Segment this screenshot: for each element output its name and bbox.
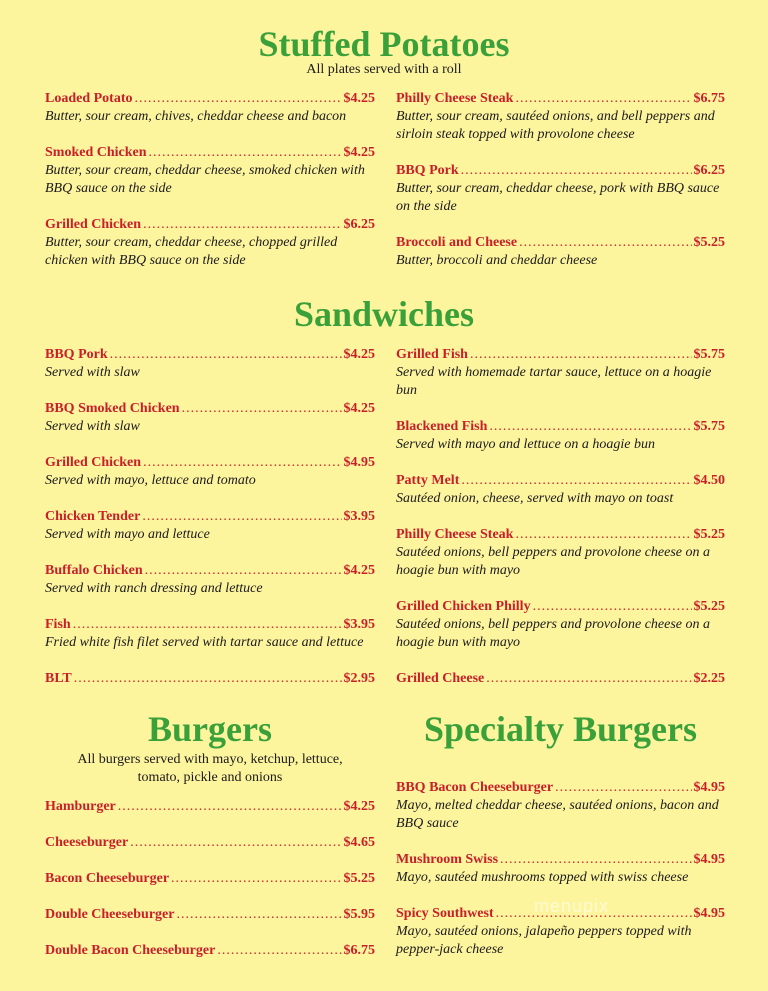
menu-item	[396, 598, 725, 652]
menu-item	[45, 906, 375, 924]
menu-item-line	[45, 562, 375, 580]
stuffed-potatoes-subtitle: All plates served with a roll	[306, 62, 462, 77]
menu-item-price: $6.25	[693, 163, 725, 178]
menu-item-line	[396, 670, 725, 688]
menu-item-price: $4.95	[693, 906, 725, 921]
menu-item	[45, 144, 375, 198]
menu-item	[45, 346, 375, 382]
dot-leader	[142, 508, 341, 526]
menu-item-name: Blackened Fish	[396, 419, 488, 434]
menu-item-line	[45, 870, 375, 888]
menu-item-line	[45, 400, 375, 418]
menu-item-line	[45, 508, 375, 526]
menu-item-line	[45, 798, 375, 816]
dot-leader	[110, 346, 342, 364]
dot-leader	[149, 144, 342, 162]
menu-item	[45, 216, 375, 270]
menu-item	[45, 90, 375, 126]
menu-item-price: $5.25	[343, 871, 375, 886]
menu-item-description: Served with mayo and lettuce on a hoagie bun	[396, 437, 655, 452]
sandwiches-left-column	[45, 346, 375, 706]
menu-item	[396, 90, 725, 144]
menu-item-price: $4.50	[693, 473, 725, 488]
burgers-column	[45, 798, 375, 978]
menu-item-name: BBQ Pork	[396, 163, 459, 178]
menu-item-name: Buffalo Chicken	[45, 563, 143, 578]
burgers-subtitle	[45, 751, 375, 787]
menu-item	[45, 798, 375, 816]
dot-leader	[555, 779, 691, 797]
menu-item-description: Sautéed onion, cheese, served with mayo on toast	[396, 491, 674, 506]
specialty-burgers-column	[396, 779, 725, 977]
burgers-title: Burgers	[148, 709, 272, 749]
menu-item-name: Patty Melt	[396, 473, 460, 488]
menu-item-price: $6.25	[343, 217, 375, 232]
menu-item-description: Butter, sour cream, cheddar cheese, chopped grilled chicken with BBQ sauce on the side	[45, 235, 338, 268]
menu-item-description: Served with slaw	[45, 419, 140, 434]
dot-leader	[130, 834, 341, 852]
menu-item-line	[45, 90, 375, 108]
menu-item-line	[45, 346, 375, 364]
menu-item-line	[396, 346, 725, 364]
menu-item	[396, 472, 725, 508]
dot-leader	[135, 90, 342, 108]
menu-item-line	[396, 526, 725, 544]
menu-item-line	[396, 779, 725, 797]
dot-leader	[143, 454, 341, 472]
menu-item-line	[396, 851, 725, 869]
menu-item-description: Sautéed onions, bell peppers and provolone cheese on a hoagie bun with mayo	[396, 545, 711, 578]
menu-item-price: $4.95	[693, 852, 725, 867]
menu-item-price: $4.95	[343, 455, 375, 470]
menu-item-name: Bacon Cheeseburger	[45, 871, 170, 886]
menu-item-line	[396, 234, 725, 252]
dot-leader	[500, 851, 691, 869]
menupix-watermark: menupix	[534, 896, 610, 916]
menu-item-name: Smoked Chicken	[45, 145, 147, 160]
menu-item-description: Served with ranch dressing and lettuce	[45, 581, 263, 596]
menu-item-line	[396, 418, 725, 436]
menu-item-name: Grilled Cheese	[396, 671, 485, 686]
menu-item	[396, 779, 725, 833]
menu-item-line	[396, 598, 725, 616]
menu-item	[45, 616, 375, 652]
dot-leader	[177, 906, 342, 924]
menu-item-price: $4.25	[343, 563, 375, 578]
menu-item-name: Philly Cheese Steak	[396, 91, 514, 106]
menu-item-name: Grilled Fish	[396, 347, 468, 362]
menu-item-price: $4.25	[343, 401, 375, 416]
menu-item	[396, 346, 725, 400]
dot-leader	[515, 90, 691, 108]
dot-leader	[74, 670, 342, 688]
menu-item-description: Mayo, melted cheddar cheese, sautéed onions, bacon and BBQ sauce	[396, 798, 719, 831]
menu-item-description: Mayo, sautéed mushrooms topped with swiss cheese	[396, 870, 689, 885]
dot-leader	[519, 234, 691, 252]
menu-item-name: Fish	[45, 617, 71, 632]
stuffed-potatoes-right-column	[396, 90, 725, 288]
menu-item-name: Mushroom Swiss	[396, 852, 499, 867]
menu-item-description: Butter, sour cream, sautéed onions, and bell peppers and sirloin steak topped with provolone cheese	[396, 109, 715, 142]
menu-item-line	[45, 144, 375, 162]
menu-item-price: $4.65	[343, 835, 375, 850]
menu-item-description: Fried white fish filet served with tartar sauce and lettuce	[45, 635, 364, 650]
menu-item	[396, 234, 725, 270]
menu-item-name: BBQ Pork	[45, 347, 108, 362]
menu-item-description: Served with slaw	[45, 365, 140, 380]
menu-item-description: Served with mayo and lettuce	[45, 527, 210, 542]
dot-leader	[143, 216, 341, 234]
dot-leader	[470, 346, 692, 364]
burgers-subtitle-line-1: All burgers served with mayo, ketchup, lettuce,	[77, 752, 343, 767]
menu-item-description: Butter, broccoli and cheddar cheese	[396, 253, 598, 268]
menu-item-description: Served with mayo, lettuce and tomato	[45, 473, 256, 488]
menu-item-line	[396, 162, 725, 180]
menu-item-price: $6.75	[343, 943, 375, 958]
menu-item-price: $2.95	[343, 671, 375, 686]
sandwiches-title: Sandwiches	[293, 294, 475, 334]
menu-item-name: Loaded Potato	[45, 91, 133, 106]
menu-item	[45, 834, 375, 852]
menu-item-line	[396, 472, 725, 490]
menu-item-name: Cheeseburger	[45, 835, 129, 850]
menu-item-name: Double Cheeseburger	[45, 907, 175, 922]
menu-item-price: $5.25	[693, 235, 725, 250]
menu-item-price: $2.25	[693, 671, 725, 686]
menu-item-price: $6.75	[693, 91, 725, 106]
menu-item	[396, 418, 725, 454]
menu-item-price: $4.25	[343, 347, 375, 362]
menu-item	[396, 162, 725, 216]
menu-item-name: Broccoli and Cheese	[396, 235, 518, 250]
dot-leader	[515, 526, 691, 544]
menu-item	[396, 670, 725, 688]
sandwiches-right-column	[396, 346, 725, 706]
dot-leader	[118, 798, 342, 816]
menu-item	[45, 400, 375, 436]
menu-item	[45, 670, 375, 688]
stuffed-potatoes-left-column	[45, 90, 375, 288]
menu-item	[45, 508, 375, 544]
menu-item-price: $4.25	[343, 799, 375, 814]
dot-leader	[489, 418, 691, 436]
menu-item-name: Chicken Tender	[45, 509, 141, 524]
menu-item-name: Grilled Chicken Philly	[396, 599, 531, 614]
menu-item-name: Grilled Chicken	[45, 455, 142, 470]
menu-item-line	[45, 454, 375, 472]
menu-item-name: BBQ Smoked Chicken	[45, 401, 180, 416]
menu-item-description: Butter, sour cream, cheddar cheese, pork with BBQ sauce on the side	[396, 181, 720, 214]
menu-item-name: Spicy Southwest	[396, 906, 494, 921]
menu-item-description: Butter, sour cream, chives, cheddar cheese and bacon	[45, 109, 347, 124]
stuffed-potatoes-title: Stuffed Potatoes	[258, 24, 510, 64]
menu-item-description: Butter, sour cream, cheddar cheese, smoked chicken with BBQ sauce on the side	[45, 163, 365, 196]
menu-item-line	[45, 616, 375, 634]
menu-item-price: $4.95	[693, 780, 725, 795]
menu-item-price: $3.95	[343, 509, 375, 524]
menu-item-line	[45, 834, 375, 852]
menu-item-name: Philly Cheese Steak	[396, 527, 514, 542]
specialty-burgers-title: Specialty Burgers	[424, 709, 697, 749]
menu-item-line	[396, 90, 725, 108]
menu-item-description: Sautéed onions, bell peppers and provolone cheese on a hoagie bun with mayo	[396, 617, 711, 650]
menu-item	[45, 454, 375, 490]
dot-leader	[486, 670, 691, 688]
dot-leader	[73, 616, 342, 634]
menu-item-line	[45, 670, 375, 688]
menu-item-price: $5.25	[693, 527, 725, 542]
menu-item-price: $5.75	[693, 347, 725, 362]
menu-item-price: $4.25	[343, 145, 375, 160]
dot-leader	[217, 942, 341, 960]
menu-item-name: BLT	[45, 671, 72, 686]
menu-item-price: $3.95	[343, 617, 375, 632]
menu-item	[45, 562, 375, 598]
dot-leader	[171, 870, 341, 888]
dot-leader	[182, 400, 342, 418]
menu-item-name: Double Bacon Cheeseburger	[45, 943, 216, 958]
menu-item-name: Hamburger	[45, 799, 116, 814]
dot-leader	[461, 472, 691, 490]
burgers-subtitle-line-2: tomato, pickle and onions	[137, 770, 283, 785]
menu-item-price: $5.75	[693, 419, 725, 434]
menu-item-description: Mayo, sautéed onions, jalapeño peppers topped with pepper-jack cheese	[396, 924, 692, 957]
menu-item-line	[45, 216, 375, 234]
menu-item	[396, 851, 725, 887]
dot-leader	[461, 162, 692, 180]
menu-item-name: Grilled Chicken	[45, 217, 142, 232]
menu-item-line	[45, 906, 375, 924]
menu-item-line	[45, 942, 375, 960]
menu-item-name: BBQ Bacon Cheeseburger	[396, 780, 554, 795]
menu-item	[396, 526, 725, 580]
menu-item-price: $5.95	[343, 907, 375, 922]
menu-item	[45, 870, 375, 888]
menu-item-description: Served with homemade tartar sauce, lettuce on a hoagie bun	[396, 365, 712, 398]
menu-item-price: $5.25	[693, 599, 725, 614]
dot-leader	[145, 562, 342, 580]
menu-item-price: $4.25	[343, 91, 375, 106]
menu-item	[45, 942, 375, 960]
dot-leader	[533, 598, 692, 616]
